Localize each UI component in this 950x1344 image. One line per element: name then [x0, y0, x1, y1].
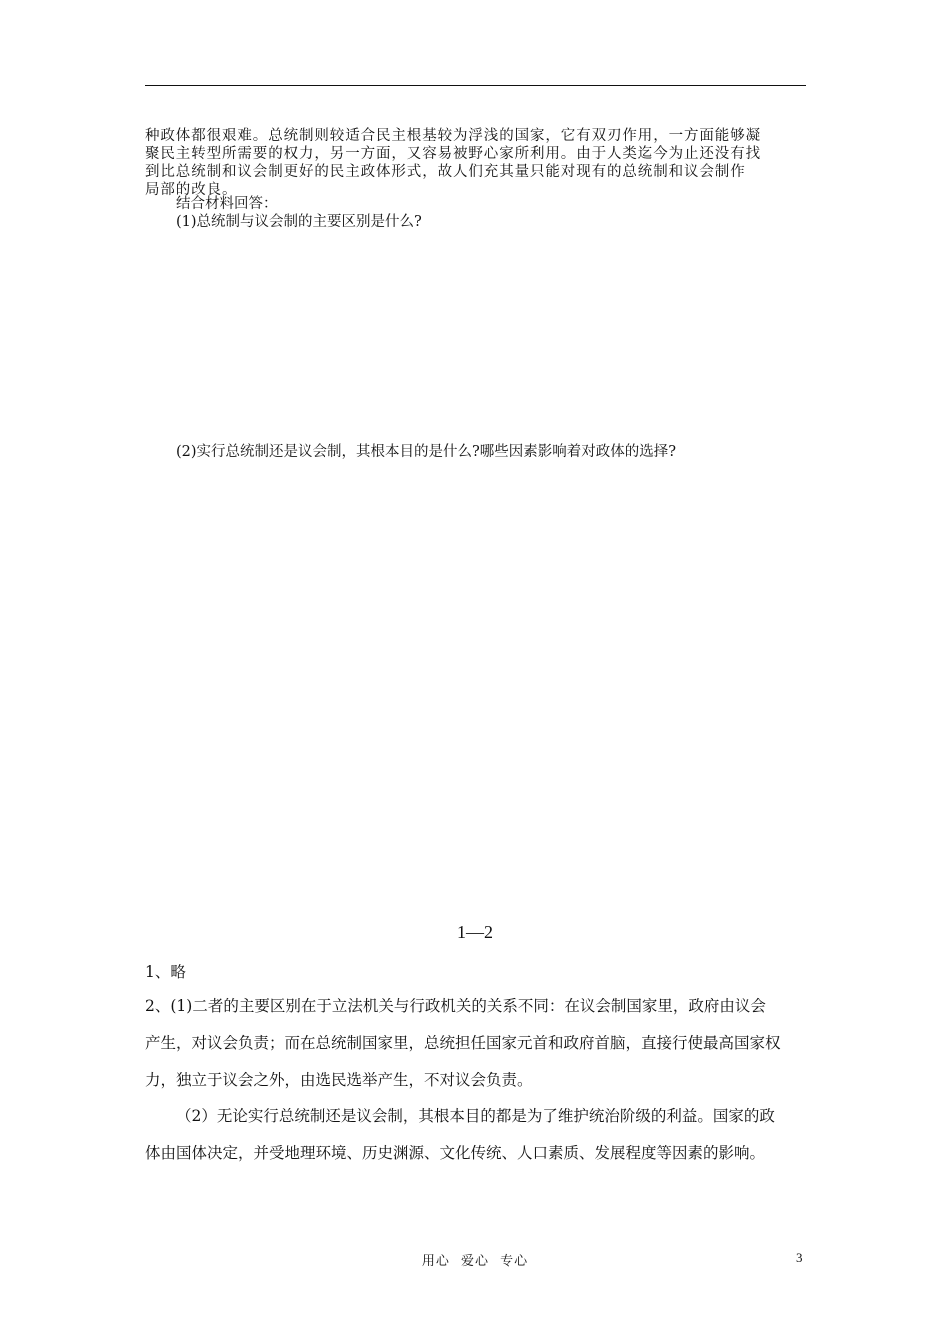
answer-prompt: 结合材料回答：: [176, 196, 278, 212]
answer-2-line: 2、(1)二者的主要区别在于立法机关与行政机关的关系不同：在议会制国家里，政府由议会: [145, 997, 766, 1015]
answer-2-line: 产生，对议会负责；而在总统制国家里，总统担任国家元首和政府首脑，直接行使最高国家权: [145, 1034, 781, 1052]
passage-line: 局部的改良。: [145, 182, 238, 198]
question-2: (2)实行总统制还是议会制，其根本目的是什么?哪些因素影响着对政体的选择?: [176, 444, 677, 460]
page-number: 3: [796, 1250, 803, 1265]
answer-2-part2-line: （2）无论实行总统制还是议会制，其根本目的都是为了维护统治阶级的利益。国家的政: [176, 1107, 775, 1125]
question-1: (1)总统制与议会制的主要区别是什么?: [176, 214, 422, 230]
header-rule: [145, 85, 806, 86]
answer-section-heading: 1—2: [457, 922, 493, 942]
passage-line: 到比总统制和议会制更好的民主政体形式，故人们充其量只能对现有的总统制和议会制作: [145, 164, 746, 180]
answer-1: 1、略: [145, 963, 186, 981]
passage-line: 种政体都很艰难。总统制则较适合民主根基较为浮浅的国家，它有双刃作用，一方面能够凝: [145, 128, 761, 144]
passage-line: 聚民主转型所需要的权力，另一方面，又容易被野心家所利用。由于人类迄今为止还没有找: [145, 146, 761, 162]
answer-2-part2-line: 体由国体决定，并受地理环境、历史渊源、文化传统、人口素质、发展程度等因素的影响。: [145, 1144, 766, 1162]
footer-motto: 用心 爱心 专心: [421, 1254, 529, 1269]
answer-2-line: 力，独立于议会之外，由选民选举产生，不对议会负责。: [145, 1071, 533, 1089]
